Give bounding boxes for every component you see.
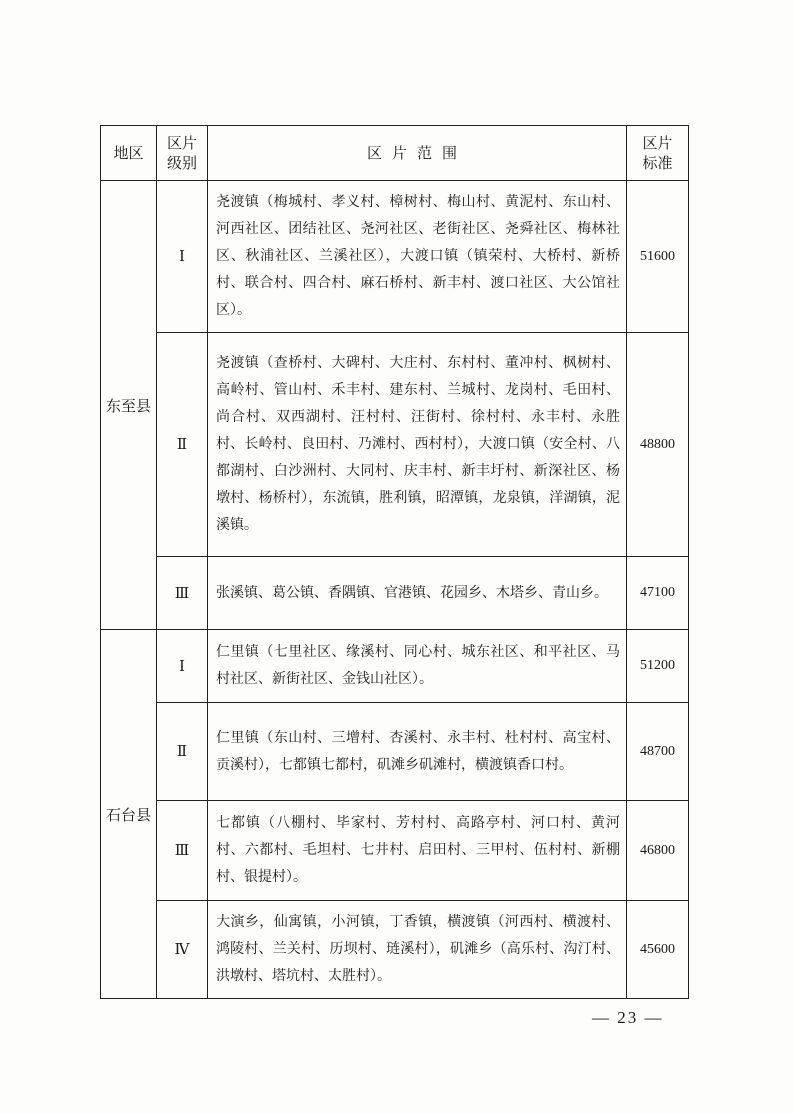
standard-cell: 51200 [627, 630, 689, 703]
region-cell: 石台县 [101, 630, 157, 999]
scope-cell: 尧渡镇（查桥村、大碑村、大庄村、东村村、董冲村、枫树村、高岭村、管山村、禾丰村、建东村、兰城村、龙岗村、毛田村、尚合村、双西湖村、汪村村、汪街村、徐村村、永丰村、永胜村、长岭村、良田村、乃滩村、西村村），大渡口镇（安全村、八都湖村、白沙洲村、大同村、庆丰村、新丰圩村、新深社区、杨墩村、杨桥村），东流镇，胜利镇，昭潭镇，龙泉镇，洋湖镇，泥溪镇。 [208, 333, 627, 557]
table-header-row [101, 126, 689, 181]
page-number: — 23 — [592, 1008, 664, 1027]
level-cell: Ⅲ [157, 557, 208, 630]
level-cell: Ⅱ [157, 333, 208, 557]
table-row [101, 703, 689, 801]
header-scope: 区片范围 [208, 126, 627, 181]
level-cell: Ⅱ [157, 703, 208, 801]
scope-cell: 仁里镇（七里社区、缘溪村、同心村、城东社区、和平社区、马村社区、新街社区、金钱山社区）。 [208, 630, 627, 703]
standard-cell: 48700 [627, 703, 689, 801]
standard-cell: 51600 [627, 181, 689, 333]
table-row [101, 181, 689, 333]
scope-cell: 七都镇（八棚村、毕家村、芳村村、高路亭村、河口村、黄河村、六都村、毛坦村、七井村、启田村、三甲村、伍村村、新棚村、银提村）。 [208, 801, 627, 901]
standard-cell: 47100 [627, 557, 689, 630]
level-cell: Ⅰ [157, 630, 208, 703]
standard-cell: 48800 [627, 333, 689, 557]
level-cell: Ⅳ [157, 901, 208, 999]
table-row [101, 901, 689, 999]
region-cell: 东至县 [101, 181, 157, 630]
standard-cell: 45600 [627, 901, 689, 999]
table-row [101, 801, 689, 901]
table-row [101, 333, 689, 557]
header-level: 区片 级别 [157, 126, 208, 181]
header-standard: 区片 标准 [627, 126, 689, 181]
scope-cell: 尧渡镇（梅城村、孝义村、樟树村、梅山村、黄泥村、东山村、河西社区、团结社区、尧河社区、老街社区、尧舜社区、梅林社区、秋浦社区、兰溪社区），大渡口镇（镇荣村、大桥村、新桥村、联合村、四合村、麻石桥村、新丰村、渡口社区、大公馆社区）。 [208, 181, 627, 333]
scope-cell: 张溪镇、葛公镇、香隅镇、官港镇、花园乡、木塔乡、青山乡。 [208, 557, 627, 630]
scope-cell: 仁里镇（东山村、三增村、杏溪村、永丰村、杜村村、高宝村、贡溪村），七都镇七都村，矶滩乡矶滩村，横渡镇香口村。 [208, 703, 627, 801]
land-zone-price-table [100, 125, 689, 999]
table-row [101, 557, 689, 630]
table-row [101, 630, 689, 703]
level-cell: Ⅰ [157, 181, 208, 333]
header-region: 地区 [101, 126, 157, 181]
standard-cell: 46800 [627, 801, 689, 901]
level-cell: Ⅲ [157, 801, 208, 901]
scope-cell: 大演乡，仙寓镇，小河镇，丁香镇，横渡镇（河西村、横渡村、鸿陵村、兰关村、历坝村、琏溪村），矶滩乡（高乐村、沟汀村、洪墩村、塔坑村、太胜村）。 [208, 901, 627, 999]
